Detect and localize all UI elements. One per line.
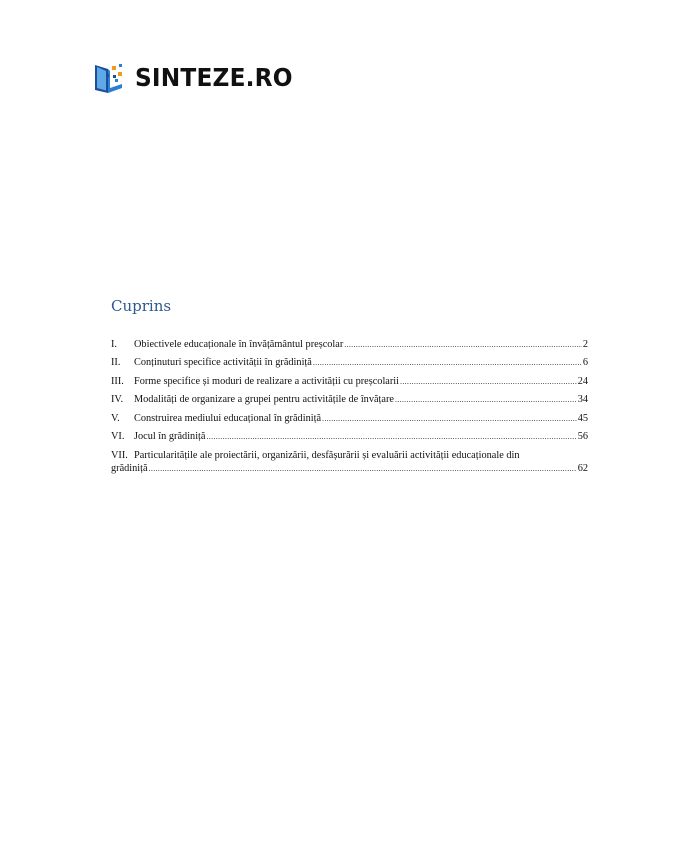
toc-entry-text: Conținuturi specifice activității în grădiniță	[134, 357, 312, 369]
toc-entry[interactable]	[111, 373, 588, 391]
toc-entry-text: Construirea mediului educațional în grădiniță	[134, 412, 322, 424]
toc-title: Cuprins	[111, 297, 172, 315]
toc-entry[interactable]	[111, 391, 588, 409]
toc-entry-page: 45	[577, 412, 588, 424]
toc-leader-dots	[400, 373, 577, 391]
toc-entry[interactable]	[111, 410, 588, 428]
table-of-contents	[111, 336, 588, 476]
toc-entry-text: Forme specifice și moduri de realizare a activității cu preșcolarii	[134, 375, 400, 387]
toc-entry-text: Jocul în grădiniță	[134, 431, 206, 443]
toc-entry-number: II.	[111, 357, 121, 369]
toc-leader-dots	[344, 336, 582, 354]
toc-entry-page: 56	[577, 431, 588, 443]
toc-entry[interactable]	[111, 450, 588, 475]
toc-leader-dots	[313, 354, 582, 372]
toc-entry[interactable]	[111, 354, 588, 372]
toc-entry-number: VI.	[111, 431, 125, 443]
toc-entry-page: 24	[577, 375, 588, 387]
toc-entry-number: IV.	[111, 394, 124, 406]
toc-entry-number: III.	[111, 375, 124, 387]
book-logo-icon	[92, 60, 126, 94]
toc-entry-text: Modalități de organizare a grupei pentru activitățile de învățare	[134, 394, 394, 406]
toc-leader-dots	[322, 410, 577, 428]
site-logo[interactable]	[92, 58, 305, 96]
toc-entry-number: VII.	[111, 450, 128, 462]
toc-entry-number: I.	[111, 339, 118, 350]
toc-entry[interactable]	[111, 428, 588, 446]
toc-entry-page: 34	[577, 394, 588, 406]
toc-leader-dots	[207, 428, 577, 446]
toc-entry-text: Particularitățile ale proiectării, organizării, desfășurării și evaluării activității educaționale din	[134, 450, 520, 462]
logo-text: SINTEZE.RO	[135, 62, 293, 92]
toc-entry-number: V.	[111, 412, 120, 424]
toc-leader-dots	[395, 391, 577, 409]
toc-entry-text-continued: grădiniță	[111, 463, 148, 475]
toc-entry-page: 62	[577, 463, 588, 475]
toc-entry-page: 6	[582, 357, 588, 369]
toc-entry-text: Obiectivele educaționale în învățământul preșcolar	[134, 339, 344, 350]
toc-entry-page: 2	[582, 339, 588, 350]
toc-leader-dots	[149, 463, 577, 476]
toc-entry[interactable]	[111, 336, 588, 354]
